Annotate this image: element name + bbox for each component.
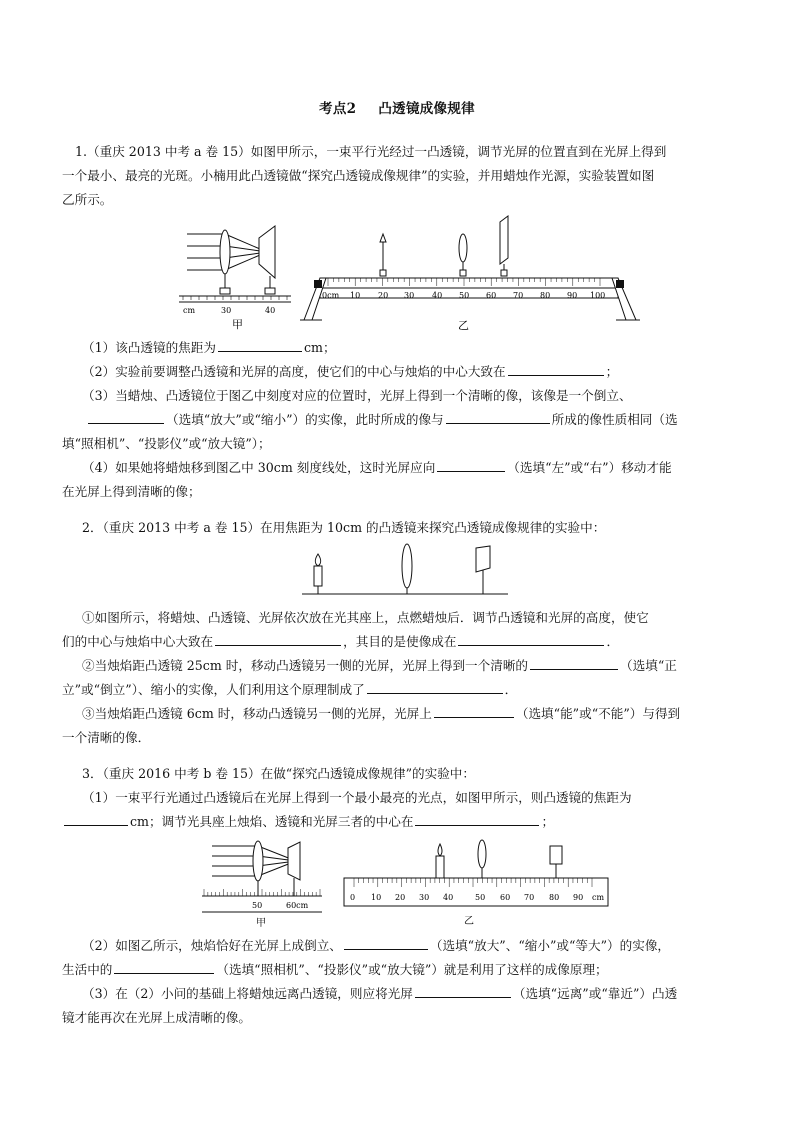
q2-a-text: 们的中心与烛焰中心大致在 <box>62 634 214 649</box>
q3-yi-tick-10: 10 <box>371 893 382 902</box>
q1-part4-text: （4）如果她将蜡烛移到图乙中 30cm 刻度线处，这时光屏应向 <box>82 460 436 475</box>
q3-figure-jia <box>198 830 326 930</box>
q3-answer-blank-center[interactable] <box>415 811 539 826</box>
q1-part3-line3: 填“照相机”、“投影仪”或“放大镜”）； <box>62 436 271 451</box>
q3-part3-text: （3）在（2）小问的基础上将蜡烛远离凸透镜，则应将光屏 <box>82 986 413 1001</box>
q2-c-line2: 一个清晰的像． <box>62 730 151 745</box>
q2-a-text2: ，其目的是使像成在 <box>343 634 457 649</box>
q1-jia-tick-40: 40 <box>265 306 276 315</box>
q1-yi-tick-30: 30 <box>404 291 415 300</box>
q1-part1 <box>82 336 742 360</box>
q1-part2-end: ； <box>605 364 619 379</box>
q3-fig-yi-label: 乙 <box>464 916 474 927</box>
q1-stem-line2: 一个最小、最亮的光斑。小楠用此凸透镜做“探究凸透镜成像规律”的实验，并用蜡烛作光源，实验装置如图 <box>62 168 655 183</box>
q3-answer-blank-device[interactable] <box>114 959 214 974</box>
q1-part3-text: （选填“放大”或“缩小”）的实像，此时所成的像与 <box>166 412 444 427</box>
q1-part4-line2: 在光屏上得到清晰的像； <box>62 484 201 499</box>
q3-part2-line2 <box>62 958 722 982</box>
q3-fig-jia-label: 甲 <box>256 918 266 929</box>
q3-answer-blank-focal-length[interactable] <box>64 811 128 826</box>
q2-c-text2: （选填“能”或“不能”）与得到 <box>515 706 681 721</box>
q1-answer-blank-size[interactable] <box>88 409 164 424</box>
q1-figure-yi <box>300 212 640 334</box>
q1-part1-text: （1）该凸透镜的焦距为 <box>82 340 216 355</box>
q1-answer-blank-device[interactable] <box>446 409 550 424</box>
q1-yi-tick-10: 10 <box>350 291 361 300</box>
q3-answer-blank-direction[interactable] <box>415 983 511 998</box>
q1-yi-tick-80: 80 <box>540 291 551 300</box>
q2-answer-blank-height[interactable] <box>215 631 341 646</box>
q3-part2-text2: （选填“放大”、“缩小”或“等大”）的实像， <box>429 938 671 953</box>
q2-b-line1 <box>82 654 742 678</box>
q3-yi-tick-0: 0 <box>350 893 356 902</box>
q3-part2-text: （2）如图乙所示，烛焰恰好在光屏上成倒立、 <box>82 938 342 953</box>
q2-b-text2: （选填“正 <box>620 658 677 673</box>
q1-stem-line1: 1.（重庆 2013 中考 a 卷 15）如图甲所示，一束平行光经过一凸透镜，调节光屏的位置直到在光屏上得到 <box>75 144 667 159</box>
q2-b-end: ． <box>504 682 518 697</box>
q1-jia-tick-unit: cm <box>183 306 196 315</box>
q1-part3-line2 <box>86 408 746 432</box>
q3-part1-text: cm；调节光具座上烛焰、透镜和光屏三者的中心在 <box>130 814 414 829</box>
q3-yi-tick-90: 90 <box>573 893 584 902</box>
title-topic-name: 凸透镜成像规律 <box>378 101 475 117</box>
q1-fig-jia-label: 甲 <box>232 318 243 331</box>
q3-part3-line1 <box>82 982 742 1006</box>
q3-part2-text4: （选填“照相机”、“投影仪”或“放大镜”）就是利用了这样的成像原理； <box>216 962 608 977</box>
q3-answer-blank-size[interactable] <box>344 935 428 950</box>
q3-figure-yi <box>340 836 612 930</box>
q2-b-line2 <box>62 678 722 702</box>
q1-answer-blank-direction[interactable] <box>437 457 505 472</box>
q2-c-text: ③当烛焰距凸透镜 6cm 时，移动凸透镜另一侧的光屏，光屏上 <box>82 706 432 721</box>
q1-yi-tick-40: 40 <box>432 291 443 300</box>
page-title <box>0 97 794 117</box>
q2-a-line2 <box>62 630 722 654</box>
q2-c-line1 <box>82 702 742 726</box>
q1-yi-tick-90: 90 <box>567 291 578 300</box>
q2-answer-blank-can[interactable] <box>434 703 514 718</box>
q1-yi-tick-50: 50 <box>459 291 470 300</box>
q1-jia-tick-30: 30 <box>221 306 232 315</box>
q1-yi-tick-60: 60 <box>486 291 497 300</box>
q2-b-text: ②当烛焰距凸透镜 25cm 时，移动凸透镜另一侧的光屏，光屏上得到一个清晰的 <box>82 658 529 673</box>
q2-figure <box>300 540 510 604</box>
q3-yi-tick-80: 80 <box>549 893 560 902</box>
q2-answer-blank-orientation[interactable] <box>530 655 618 670</box>
title-topic-number: 考点2 <box>319 101 357 117</box>
q2-a-end: ． <box>606 634 620 649</box>
q3-yi-tick-60: 60 <box>500 893 511 902</box>
q2-answer-blank-purpose[interactable] <box>458 631 604 646</box>
q3-part1-end: ； <box>541 814 555 829</box>
q1-fig-yi-label: 乙 <box>458 319 469 332</box>
q3-yi-tick-unit: cm <box>592 893 605 902</box>
q1-yi-tick-70: 70 <box>513 291 524 300</box>
q1-part1-unit: cm； <box>303 340 336 355</box>
q1-yi-tick-100: 100 <box>590 291 606 300</box>
q3-part3-line2: 镜才能再次在光屏上成清晰的像。 <box>62 1010 251 1025</box>
q3-jia-tick-60: 60cm <box>286 901 309 910</box>
q1-answer-blank-focal-length[interactable] <box>218 337 302 352</box>
q1-part4 <box>82 456 742 480</box>
q3-yi-tick-20: 20 <box>395 893 406 902</box>
q3-part3-text2: （选填“远离”或“靠近”）凸透 <box>512 986 678 1001</box>
q3-jia-tick-50: 50 <box>252 901 263 910</box>
q1-stem-line3: 乙所示。 <box>62 192 113 207</box>
q3-yi-tick-50: 50 <box>475 893 486 902</box>
q1-yi-tick-0: 0cm <box>322 291 340 300</box>
q3-part1-line2 <box>62 810 722 834</box>
q3-stem: 3．（重庆 2016 中考 b 卷 15）在做“探究凸透镜成像规律”的实验中： <box>82 766 475 781</box>
q3-part2-line1 <box>82 934 742 958</box>
q3-yi-tick-70: 70 <box>524 893 535 902</box>
q2-a-line1: ①如图所示，将蜡烛、凸透镜、光屏依次放在光其座上，点燃蜡烛后．调节凸透镜和光屏的高度，使它 <box>82 610 649 625</box>
q2-answer-blank-device[interactable] <box>367 679 503 694</box>
q2-b-text3: 立”或“倒立”）、缩小的实像，人们利用这个原理制成了 <box>62 682 365 697</box>
q1-part4-text2: （选填“左”或“右”）移动才能 <box>507 460 672 475</box>
q3-part2-text3: 生活中的 <box>62 962 113 977</box>
q3-yi-tick-40: 40 <box>443 893 454 902</box>
q3-yi-tick-30: 30 <box>419 893 430 902</box>
q1-answer-blank-height[interactable] <box>508 361 604 376</box>
q1-part3-text2: 所成的像性质相同（选 <box>551 412 678 427</box>
q1-figure-jia <box>175 212 295 334</box>
q1-part2 <box>82 360 742 384</box>
q2-stem: 2．（重庆 2013 中考 a 卷 15）在用焦距为 10cm 的凸透镜来探究凸透镜成像规律的实验中： <box>82 520 606 535</box>
q3-part1-line1: （1）一束平行光通过凸透镜后在光屏上得到一个最小最亮的光点，如图甲所示，则凸透镜的焦距为 <box>82 790 632 805</box>
q1-part2-text: （2）实验前要调整凸透镜和光屏的高度，使它们的中心与烛焰的中心大致在 <box>82 364 506 379</box>
q1-yi-tick-20: 20 <box>378 291 389 300</box>
q1-part3-line1: （3）当蜡烛、凸透镜位于图乙中刻度对应的位置时，光屏上得到一个清晰的像，该像是一个倒立、 <box>82 388 632 403</box>
